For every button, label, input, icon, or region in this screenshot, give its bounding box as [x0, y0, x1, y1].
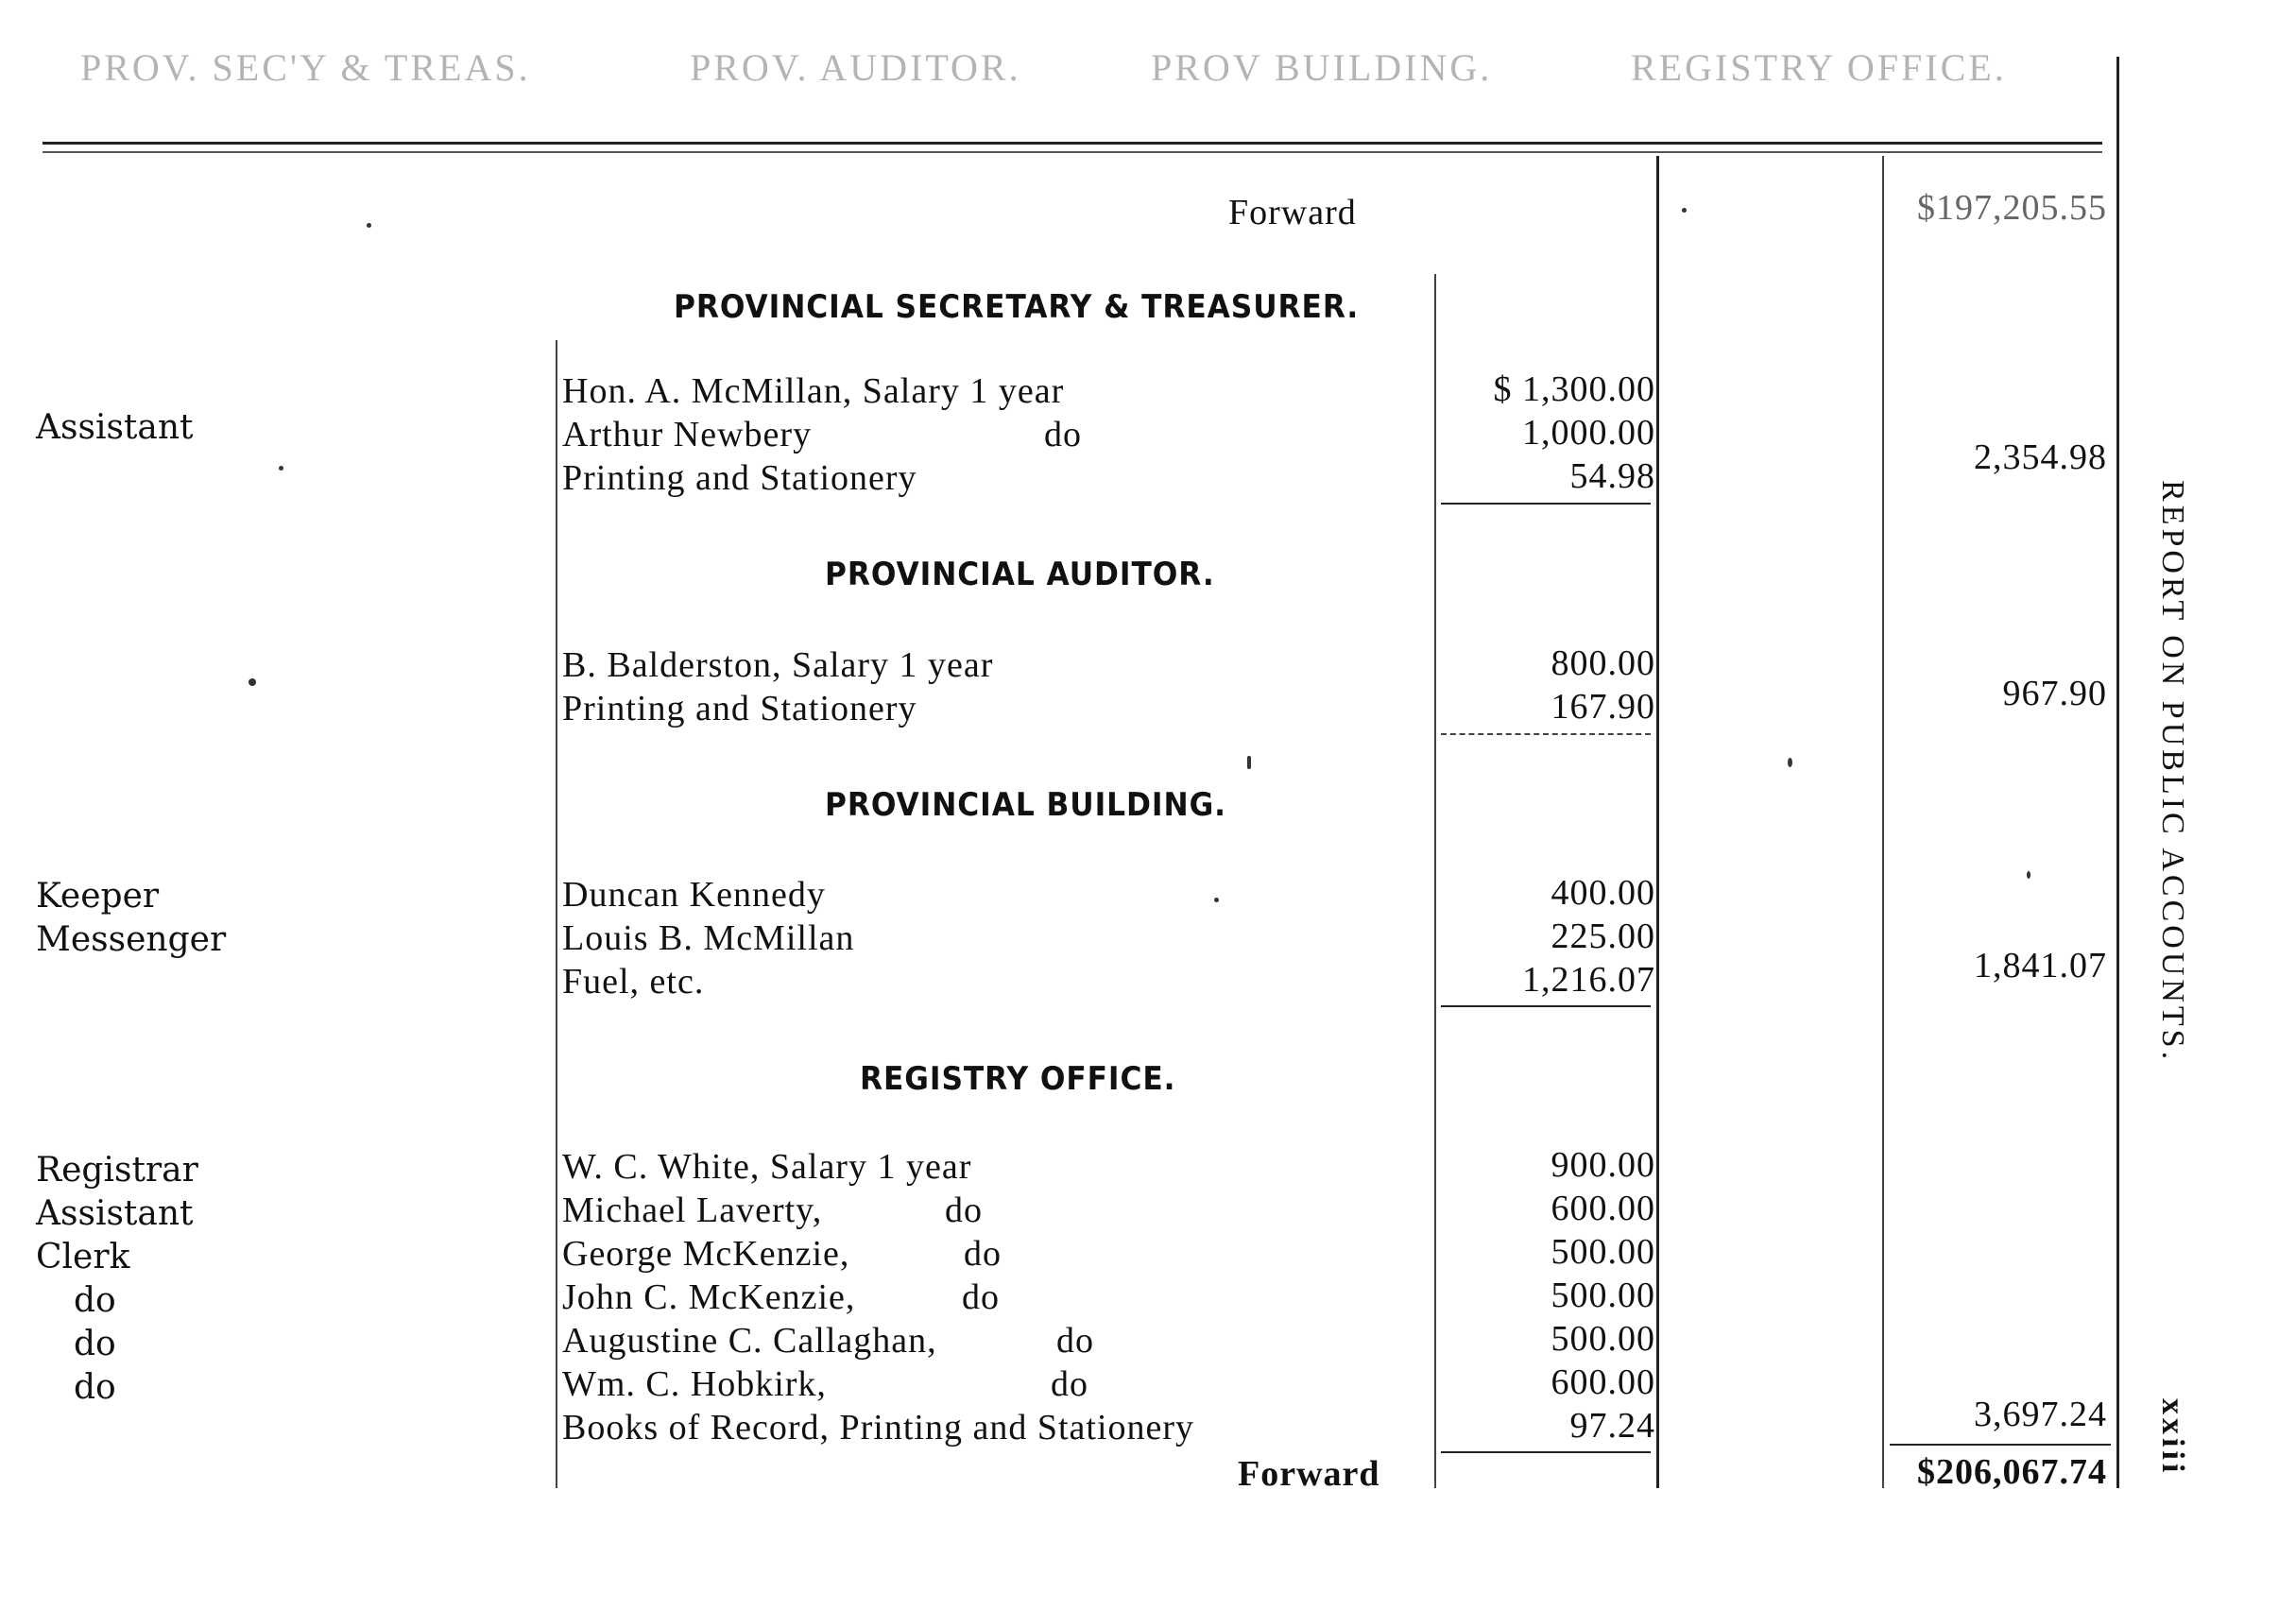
column-rule-amount-right	[1656, 156, 1659, 1488]
line-item-description: Duncan Kennedy	[562, 875, 826, 915]
print-speck	[367, 223, 371, 228]
line-item-description: Arthur Newbery	[562, 415, 813, 454]
print-speck	[1214, 898, 1219, 902]
forward-total-bottom: $206,067.74	[1917, 1452, 2107, 1492]
forward-total-top: $197,205.55	[1917, 188, 2107, 228]
subtotal-rule	[1441, 1451, 1651, 1453]
print-speck	[1682, 208, 1687, 213]
line-item-amount: 900.00	[1551, 1145, 1655, 1185]
ditto-mark: do	[1044, 415, 1082, 454]
section-total-registry: 3,697.24	[1974, 1395, 2107, 1434]
line-item-amount: 500.00	[1551, 1319, 1655, 1359]
role-label: Assistant	[36, 1194, 194, 1233]
subtotal-rule	[1441, 733, 1651, 735]
header-rule-bottom	[43, 151, 2102, 153]
section-total-secretary: 2,354.98	[1974, 437, 2107, 477]
role-label: Clerk	[36, 1238, 130, 1276]
running-header-auditor: PROV. AUDITOR.	[690, 46, 1021, 89]
role-label: do	[74, 1325, 116, 1363]
ditto-mark: do	[962, 1277, 1000, 1317]
line-item-description: George McKenzie,	[562, 1234, 850, 1274]
role-label: Messenger	[36, 920, 227, 959]
subtotal-rule	[1441, 503, 1651, 505]
line-item-description: Louis B. McMillan	[562, 918, 855, 958]
section-total-building: 1,841.07	[1974, 946, 2107, 985]
section-title-auditor: PROVINCIAL AUDITOR.	[825, 556, 1215, 593]
role-label: Assistant	[36, 408, 194, 447]
forward-label-top: Forward	[1228, 193, 1357, 232]
line-item-description: W. C. White, Salary 1 year	[562, 1147, 972, 1187]
column-rule-total-right	[2116, 57, 2119, 1488]
line-item-amount: 225.00	[1551, 916, 1655, 956]
line-item-amount: 400.00	[1551, 873, 1655, 913]
print-speck	[1247, 756, 1251, 769]
print-speck	[279, 466, 283, 471]
line-item-amount: 600.00	[1551, 1362, 1655, 1402]
line-item-amount: $ 1,300.00	[1493, 369, 1655, 409]
line-item-description: Fuel, etc.	[562, 962, 705, 1002]
side-running-title: REPORT ON PUBLIC ACCOUNTS.	[2155, 480, 2190, 1064]
line-item-amount: 500.00	[1551, 1232, 1655, 1272]
header-rule-top	[43, 142, 2102, 145]
line-item-description: John C. McKenzie,	[562, 1277, 856, 1317]
line-item-description: Michael Laverty,	[562, 1190, 823, 1230]
line-item-amount: 97.24	[1569, 1406, 1655, 1446]
forward-label-bottom: Forward	[1238, 1454, 1380, 1494]
section-total-auditor: 967.90	[2002, 674, 2107, 713]
line-item-amount: 1,216.07	[1522, 960, 1655, 1000]
ditto-mark: do	[945, 1190, 983, 1230]
line-item-amount: 500.00	[1551, 1276, 1655, 1315]
role-label: do	[74, 1368, 116, 1407]
line-item-amount: 1,000.00	[1522, 413, 1655, 453]
line-item-description: Augustine C. Callaghan,	[562, 1321, 937, 1361]
line-item-description: Wm. C. Hobkirk,	[562, 1364, 827, 1404]
line-item-amount: 167.90	[1551, 687, 1655, 727]
section-title-secretary: PROVINCIAL SECRETARY & TREASURER.	[674, 288, 1360, 326]
line-item-description: Hon. A. McMillan, Salary 1 year	[562, 371, 1065, 411]
print-speck	[2027, 871, 2030, 879]
column-rule-description	[556, 340, 557, 1488]
grand-total-rule	[1890, 1444, 2111, 1446]
running-header-registry: REGISTRY OFFICE.	[1631, 46, 2007, 89]
line-item-description: Printing and Stationery	[562, 689, 917, 728]
ditto-mark: do	[964, 1234, 1002, 1274]
line-item-description: Printing and Stationery	[562, 458, 917, 498]
role-label: Keeper	[36, 877, 160, 916]
column-rule-total-left	[1882, 156, 1884, 1488]
line-item-description: B. Balderston, Salary 1 year	[562, 645, 994, 685]
running-header-secretary: PROV. SEC'Y & TREAS.	[80, 46, 531, 89]
ditto-mark: do	[1056, 1321, 1094, 1361]
role-label: do	[74, 1281, 116, 1320]
section-title-building: PROVINCIAL BUILDING.	[825, 786, 1226, 824]
line-item-amount: 600.00	[1551, 1189, 1655, 1228]
line-item-amount: 800.00	[1551, 643, 1655, 683]
ditto-mark: do	[1051, 1364, 1088, 1404]
line-item-amount: 54.98	[1569, 456, 1655, 496]
print-speck	[248, 678, 256, 686]
section-title-registry: REGISTRY OFFICE.	[860, 1060, 1176, 1098]
page-number: xxiii	[2155, 1398, 2190, 1477]
subtotal-rule	[1441, 1005, 1651, 1007]
line-item-description: Books of Record, Printing and Stationery	[562, 1408, 1195, 1447]
print-speck	[1788, 758, 1792, 767]
role-label: Registrar	[36, 1151, 198, 1190]
running-header-building: PROV BUILDING.	[1151, 46, 1493, 89]
